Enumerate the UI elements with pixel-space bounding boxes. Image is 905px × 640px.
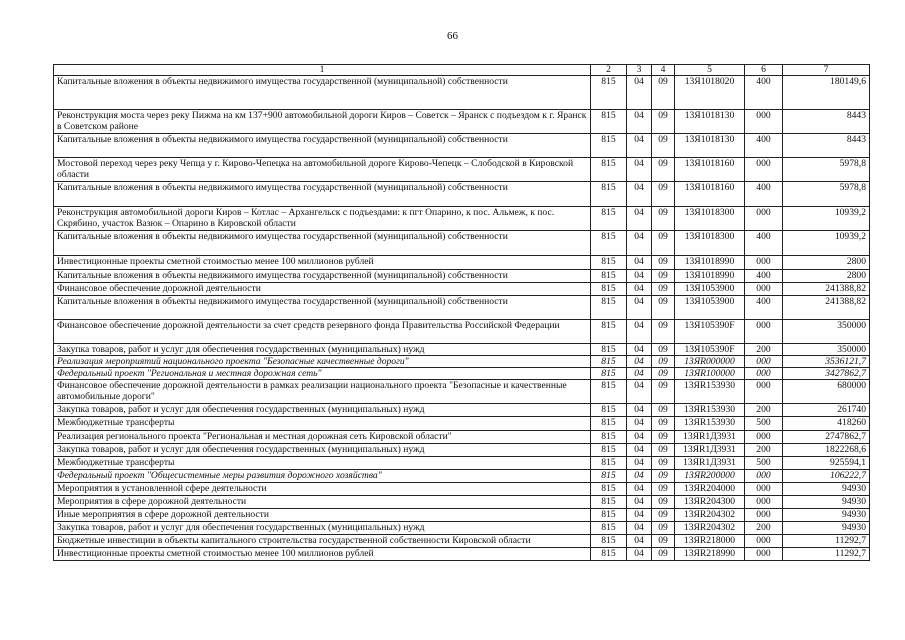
row-col-3: 04 — [627, 158, 652, 182]
table-row — [54, 76, 870, 110]
row-col-6: 000 — [745, 368, 783, 380]
row-col-2: 815 — [591, 535, 627, 548]
row-name: Закупка товаров, работ и услуг для обеспечения государственных (муниципальных) нужд — [54, 522, 591, 535]
row-col-4: 09 — [652, 256, 675, 270]
row-col-6: 000 — [745, 207, 783, 231]
row-amount: 3427862,7 — [783, 368, 870, 380]
row-name: Инвестиционные проекты сметной стоимостью менее 100 миллионов рублей — [54, 548, 591, 561]
row-col-6: 000 — [745, 158, 783, 182]
row-col-4: 09 — [652, 207, 675, 231]
row-amount: 8443 — [783, 110, 870, 134]
row-col-6: 200 — [745, 344, 783, 356]
row-code: 13Я1053900 — [675, 283, 745, 296]
row-col-6: 200 — [745, 522, 783, 535]
row-amount: 5978,8 — [783, 182, 870, 207]
row-code: 13ЯR218000 — [675, 535, 745, 548]
row-col-6: 000 — [745, 283, 783, 296]
table-row — [54, 444, 870, 457]
row-col-3: 04 — [627, 509, 652, 522]
row-col-4: 09 — [652, 76, 675, 110]
row-col-2: 815 — [591, 548, 627, 561]
row-name: Финансовое обеспечение дорожной деятельности в рамках реализации национального проекта "Безопасные и качественные автомобильные дороги" — [54, 380, 591, 404]
row-amount: 2747862,7 — [783, 431, 870, 444]
row-col-3: 04 — [627, 182, 652, 207]
table-row — [54, 134, 870, 158]
row-name: Мероприятия в сфере дорожной деятельности — [54, 496, 591, 509]
row-col-6: 500 — [745, 457, 783, 470]
row-amount: 3536121,7 — [783, 356, 870, 368]
row-amount: 418260 — [783, 417, 870, 431]
row-col-2: 815 — [591, 270, 627, 283]
row-col-2: 815 — [591, 76, 627, 110]
row-name: Мероприятия в установленной сфере деятельности — [54, 483, 591, 496]
row-name: Капитальные вложения в объекты недвижимого имущества государственной (муниципальной) собственности — [54, 134, 591, 158]
table-row — [54, 457, 870, 470]
row-name: Федеральный проект "Общесистемные меры развития дорожного хозяйства" — [54, 470, 591, 483]
row-code: 13ЯR153930 — [675, 380, 745, 404]
row-col-3: 04 — [627, 444, 652, 457]
row-code: 13ЯR100000 — [675, 368, 745, 380]
row-amount: 106222,7 — [783, 470, 870, 483]
row-col-2: 815 — [591, 356, 627, 368]
row-col-2: 815 — [591, 470, 627, 483]
row-name: Реализация регионального проекта "Региональная и местная дорожная сеть Кировской области" — [54, 431, 591, 444]
row-code: 13Я1018300 — [675, 231, 745, 256]
row-col-6: 000 — [745, 483, 783, 496]
row-col-3: 04 — [627, 535, 652, 548]
row-amount: 925594,1 — [783, 457, 870, 470]
row-col-2: 815 — [591, 457, 627, 470]
table-row — [54, 283, 870, 296]
table-row — [54, 296, 870, 320]
row-amount: 5978,8 — [783, 158, 870, 182]
row-col-2: 815 — [591, 380, 627, 404]
row-col-6: 400 — [745, 134, 783, 158]
row-col-2: 815 — [591, 444, 627, 457]
row-col-4: 09 — [652, 522, 675, 535]
table-row — [54, 270, 870, 283]
row-col-3: 04 — [627, 380, 652, 404]
row-name: Капитальные вложения в объекты недвижимого имущества государственной (муниципальной) собственности — [54, 182, 591, 207]
row-amount: 241388,82 — [783, 296, 870, 320]
row-col-4: 09 — [652, 110, 675, 134]
row-amount: 8443 — [783, 134, 870, 158]
row-code: 13Я105390F — [675, 320, 745, 344]
row-name: Закупка товаров, работ и услуг для обеспечения государственных (муниципальных) нужд — [54, 444, 591, 457]
row-name: Закупка товаров, работ и услуг для обеспечения государственных (муниципальных) нужд — [54, 404, 591, 417]
row-col-6: 000 — [745, 356, 783, 368]
table-row — [54, 431, 870, 444]
table-row — [54, 417, 870, 431]
row-col-2: 815 — [591, 207, 627, 231]
row-col-3: 04 — [627, 207, 652, 231]
row-col-4: 09 — [652, 535, 675, 548]
row-col-2: 815 — [591, 344, 627, 356]
table-row — [54, 356, 870, 368]
table-row — [54, 207, 870, 231]
row-col-2: 815 — [591, 320, 627, 344]
row-amount: 94930 — [783, 483, 870, 496]
row-col-2: 815 — [591, 134, 627, 158]
row-name: Мостовой переход через реку Чепца у г. Кирово-Чепецка на автомобильной дороге Кирово-Чепецк – Слободской в Кировской области — [54, 158, 591, 182]
row-code: 13ЯR153930 — [675, 404, 745, 417]
row-col-6: 400 — [745, 231, 783, 256]
row-col-4: 09 — [652, 231, 675, 256]
table-body — [54, 65, 870, 561]
row-col-2: 815 — [591, 417, 627, 431]
row-col-6: 000 — [745, 256, 783, 270]
row-col-6: 400 — [745, 76, 783, 110]
header-col-5: 5 — [675, 65, 745, 76]
row-col-2: 815 — [591, 256, 627, 270]
row-name: Реализация мероприятий национального проекта "Безопасные качественные дороги" — [54, 356, 591, 368]
row-col-6: 000 — [745, 431, 783, 444]
row-amount: 10939,2 — [783, 231, 870, 256]
row-name: Финансовое обеспечение дорожной деятельности — [54, 283, 591, 296]
row-code: 13ЯR204302 — [675, 509, 745, 522]
row-name: Капитальные вложения в объекты недвижимого имущества государственной (муниципальной) собственности — [54, 231, 591, 256]
row-col-3: 04 — [627, 231, 652, 256]
row-col-4: 09 — [652, 380, 675, 404]
row-amount: 1822268,6 — [783, 444, 870, 457]
row-code: 13ЯR1Д3931 — [675, 431, 745, 444]
row-col-4: 09 — [652, 182, 675, 207]
row-col-6: 500 — [745, 417, 783, 431]
row-code: 13Я1018020 — [675, 76, 745, 110]
header-col-6: 6 — [745, 65, 783, 76]
row-amount: 10939,2 — [783, 207, 870, 231]
table-row — [54, 483, 870, 496]
row-name: Реконструкция автомобильной дороги Киров – Котлас – Архангельск с подъездами: к пгт Опарино, к пос. Альмеж, к пос. Скрябино, участок Вазюк – Опарино в Кировской области — [54, 207, 591, 231]
row-name: Межбюджетные трансферты — [54, 417, 591, 431]
row-col-2: 815 — [591, 483, 627, 496]
row-name: Инвестиционные проекты сметной стоимостью менее 100 миллионов рублей — [54, 256, 591, 270]
row-amount: 94930 — [783, 509, 870, 522]
row-col-4: 09 — [652, 470, 675, 483]
row-name: Закупка товаров, работ и услуг для обеспечения государственных (муниципальных) нужд — [54, 344, 591, 356]
table-row — [54, 509, 870, 522]
row-col-4: 09 — [652, 457, 675, 470]
page-number: 66 — [447, 30, 458, 42]
row-amount: 94930 — [783, 522, 870, 535]
table-row — [54, 110, 870, 134]
row-col-6: 000 — [745, 509, 783, 522]
row-amount: 350000 — [783, 320, 870, 344]
row-col-2: 815 — [591, 158, 627, 182]
row-name: Бюджетные инвестиции в объекты капитального строительства государственной собственности Кировской области — [54, 535, 591, 548]
row-amount: 11292,7 — [783, 535, 870, 548]
row-amount: 2800 — [783, 256, 870, 270]
row-code: 13Я1053900 — [675, 296, 745, 320]
row-col-2: 815 — [591, 296, 627, 320]
row-code: 13ЯR1Д3931 — [675, 457, 745, 470]
row-col-3: 04 — [627, 320, 652, 344]
row-col-6: 000 — [745, 548, 783, 561]
row-code: 13Я1018990 — [675, 256, 745, 270]
row-name: Реконструкция моста через реку Пижма на км 137+900 автомобильной дороги Киров – Советск – Яранск с подъездом к г. Яранск в Советском районе — [54, 110, 591, 134]
row-col-2: 815 — [591, 182, 627, 207]
table-row — [54, 535, 870, 548]
row-col-6: 000 — [745, 496, 783, 509]
table-row — [54, 522, 870, 535]
row-col-3: 04 — [627, 110, 652, 134]
row-code: 13Я1018160 — [675, 158, 745, 182]
row-code: 13ЯR204000 — [675, 483, 745, 496]
row-col-3: 04 — [627, 548, 652, 561]
row-name: Капитальные вложения в объекты недвижимого имущества государственной (муниципальной) собственности — [54, 296, 591, 320]
table-row — [54, 231, 870, 256]
row-col-6: 000 — [745, 110, 783, 134]
table-row — [54, 380, 870, 404]
row-amount: 180149,6 — [783, 76, 870, 110]
header-col-4: 4 — [652, 65, 675, 76]
row-col-4: 09 — [652, 283, 675, 296]
table-row — [54, 182, 870, 207]
row-col-3: 04 — [627, 431, 652, 444]
row-code: 13Я1018160 — [675, 182, 745, 207]
header-row — [54, 65, 870, 76]
row-col-3: 04 — [627, 356, 652, 368]
row-col-6: 200 — [745, 404, 783, 417]
row-name: Капитальные вложения в объекты недвижимого имущества государственной (муниципальной) собственности — [54, 270, 591, 283]
row-code: 13Я1018130 — [675, 134, 745, 158]
row-col-4: 09 — [652, 320, 675, 344]
row-col-2: 815 — [591, 110, 627, 134]
row-col-2: 815 — [591, 231, 627, 256]
row-col-4: 09 — [652, 134, 675, 158]
row-col-4: 09 — [652, 431, 675, 444]
row-col-3: 04 — [627, 296, 652, 320]
row-name: Иные мероприятия в сфере дорожной деятельности — [54, 509, 591, 522]
row-col-6: 400 — [745, 296, 783, 320]
table-row — [54, 344, 870, 356]
budget-table — [53, 64, 870, 561]
header-col-7: 7 — [783, 65, 870, 76]
row-col-3: 04 — [627, 256, 652, 270]
row-code: 13Я1018130 — [675, 110, 745, 134]
table-row — [54, 320, 870, 344]
row-code: 13Я1018990 — [675, 270, 745, 283]
row-col-4: 09 — [652, 548, 675, 561]
row-col-4: 09 — [652, 296, 675, 320]
row-col-2: 815 — [591, 404, 627, 417]
table-row — [54, 470, 870, 483]
row-col-2: 815 — [591, 283, 627, 296]
row-col-6: 000 — [745, 380, 783, 404]
row-col-6: 000 — [745, 535, 783, 548]
row-col-2: 815 — [591, 509, 627, 522]
row-col-3: 04 — [627, 283, 652, 296]
row-name: Межбюджетные трансферты — [54, 457, 591, 470]
row-col-3: 04 — [627, 483, 652, 496]
row-col-4: 09 — [652, 496, 675, 509]
row-amount: 261740 — [783, 404, 870, 417]
table-row — [54, 256, 870, 270]
row-col-3: 04 — [627, 76, 652, 110]
row-col-3: 04 — [627, 134, 652, 158]
row-col-3: 04 — [627, 457, 652, 470]
row-col-3: 04 — [627, 344, 652, 356]
row-col-4: 09 — [652, 417, 675, 431]
row-col-4: 09 — [652, 356, 675, 368]
row-code: 13ЯR200000 — [675, 470, 745, 483]
row-col-4: 09 — [652, 404, 675, 417]
row-name: Капитальные вложения в объекты недвижимого имущества государственной (муниципальной) собственности — [54, 76, 591, 110]
row-code: 13ЯR1Д3931 — [675, 444, 745, 457]
row-col-3: 04 — [627, 404, 652, 417]
row-code: 13ЯR153930 — [675, 417, 745, 431]
row-col-6: 200 — [745, 444, 783, 457]
row-amount: 11292,7 — [783, 548, 870, 561]
row-code: 13ЯR218990 — [675, 548, 745, 561]
row-col-4: 09 — [652, 444, 675, 457]
row-col-6: 000 — [745, 470, 783, 483]
row-col-3: 04 — [627, 496, 652, 509]
row-col-4: 09 — [652, 270, 675, 283]
row-col-3: 04 — [627, 417, 652, 431]
row-amount: 350000 — [783, 344, 870, 356]
table-row — [54, 548, 870, 561]
row-col-4: 09 — [652, 158, 675, 182]
row-col-3: 04 — [627, 522, 652, 535]
row-code: 13Я1018300 — [675, 207, 745, 231]
row-col-3: 04 — [627, 368, 652, 380]
row-code: 13ЯR000000 — [675, 356, 745, 368]
row-col-4: 09 — [652, 368, 675, 380]
table-row — [54, 368, 870, 380]
row-amount: 241388,82 — [783, 283, 870, 296]
table-row — [54, 158, 870, 182]
row-amount: 680000 — [783, 380, 870, 404]
row-col-2: 815 — [591, 496, 627, 509]
row-col-2: 815 — [591, 368, 627, 380]
row-col-6: 400 — [745, 182, 783, 207]
row-col-4: 09 — [652, 509, 675, 522]
row-col-6: 400 — [745, 270, 783, 283]
header-col-1: 1 — [54, 65, 591, 76]
header-col-3: 3 — [627, 65, 652, 76]
row-name: Федеральный проект "Региональная и местная дорожная сеть" — [54, 368, 591, 380]
row-code: 13ЯR204302 — [675, 522, 745, 535]
row-col-4: 09 — [652, 344, 675, 356]
row-col-6: 000 — [745, 320, 783, 344]
row-col-3: 04 — [627, 470, 652, 483]
row-col-3: 04 — [627, 270, 652, 283]
table-row — [54, 404, 870, 417]
row-code: 13Я105390F — [675, 344, 745, 356]
row-col-4: 09 — [652, 483, 675, 496]
row-col-2: 815 — [591, 522, 627, 535]
row-amount: 2800 — [783, 270, 870, 283]
header-col-2: 2 — [591, 65, 627, 76]
table-row — [54, 496, 870, 509]
row-code: 13ЯR204300 — [675, 496, 745, 509]
row-amount: 94930 — [783, 496, 870, 509]
row-col-2: 815 — [591, 431, 627, 444]
row-name: Финансовое обеспечение дорожной деятельности за счет средств резервного фонда Правительства Российской Федерации — [54, 320, 591, 344]
